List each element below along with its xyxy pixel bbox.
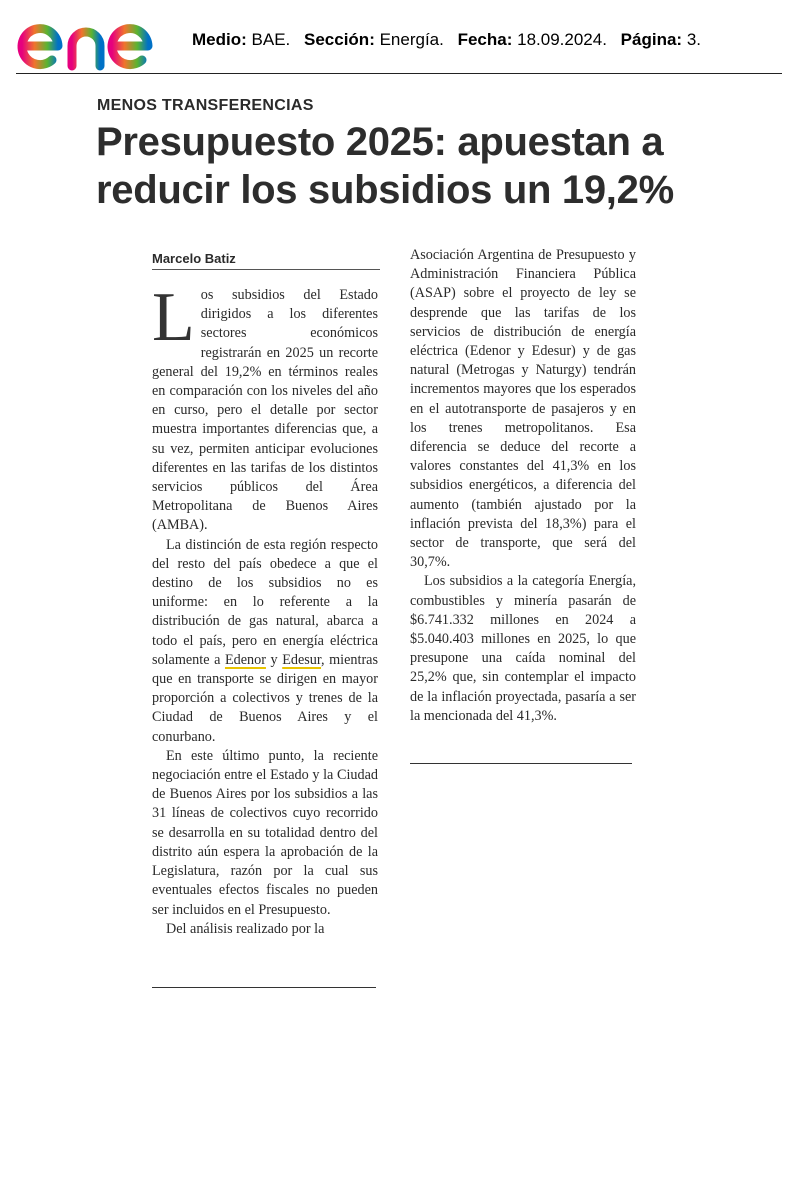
drop-cap: L — [152, 279, 195, 356]
header-divider — [16, 73, 782, 74]
article-column-left — [152, 279, 379, 939]
column-end-rule-left — [152, 987, 376, 988]
article-paragraph-2 — [152, 536, 378, 747]
paragraph-2-part-b: y — [270, 651, 278, 668]
pagina-label: Página: — [620, 30, 683, 49]
byline-divider — [152, 269, 380, 270]
paragraph-2-part-a: La distinción de esta región respecto del resto del país obedece a que el destino de los subsidios no es uniforme: en lo referente a la distribución de gas natural, abarca a todo el país, pero en energía eléctrica solamente a — [152, 536, 378, 668]
pagina-value: 3. — [686, 30, 701, 49]
medio-label: Medio: — [192, 30, 247, 49]
article-paragraph-6: Los subsidios a la categoría Energía, combustibles y minería pasarán de $6.741.332 millones en 2024 a $5.040.403 millones en 2025, lo que presupone una caída nominal del 25,2% que, sin contemplar el impacto de la inflación proyectada, pasaría a ser la mencionada del 41,3%. — [410, 573, 636, 724]
article-paragraph-4: Del análisis realizado por la — [166, 920, 325, 937]
seccion-label: Sección: — [304, 30, 375, 49]
article-paragraph-1 — [152, 279, 378, 536]
medio-value: BAE. — [251, 30, 291, 49]
highlight-edenor: Edenor — [224, 651, 266, 668]
fecha-label: Fecha: — [457, 30, 513, 49]
article-paragraph-3: En este último punto, la reciente negociación entre el Estado y la Ciudad de Buenos Aires por los subsidios a las 31 líneas de colectivos cuyo recorrido se desarrolla en su totalidad dentro del distrito aún espera la aprobación de la Legislatura, razón por la cual sus eventuales efectos fiscales no pueden ser incluidos en el Presupuesto. — [152, 747, 378, 918]
article-headline: Presupuesto 2025: apuestan a reducir los subsidios un 19,2% — [96, 120, 674, 212]
paragraph-1-text: os subsidios del Estado dirigidos a los diferentes sectores económicos registrarán en 2025 un recorte general del 19,2% en términos reales en comparación con los niveles del año en curso, pero el detalle por sector muestra importantes diferencias que, a su vez, permiten anticipar evoluciones diferentes en las tarifas de los distintos servicios públicos del Área Metropolitana de Buenos Aires (AMBA). — [152, 287, 378, 534]
article-byline: Marcelo Batiz — [152, 251, 236, 266]
fecha-value: 18.09.2024. — [517, 30, 607, 49]
article-kicker: MENOS TRANSFERENCIAS — [97, 97, 314, 114]
seccion-value: Energía. — [379, 30, 444, 49]
paragraph-2-part-c: , mientras que en transporte se dirigen en mayor proporción a colectivos y trenes de la Ciudad de Buenos Aires y el conurbano. — [152, 651, 379, 745]
article-paragraph-5: Asociación Argentina de Presupuesto y Administración Financiera Pública (ASAP) sobre el proyecto de ley se desprende que las tarifas de los servicios de distribución de energía eléctrica (Edenor y Edesur) y de gas natural (Metrogas y Naturgy) tendrán incrementos mayores que los esperados en el autotransporte de pasajeros y en los trenes metropolitanos. Esa diferencia se deduce del recorte a valores constantes del 41,3% en los subsidios energéticos, a diferencia del aumento (también ajustado por la inflación prevista del 18,3%) para el sector de transporte, que será del 30,7%. — [410, 247, 636, 571]
clipping-meta — [192, 30, 701, 50]
enel-logo — [16, 8, 178, 74]
article-column-right — [410, 246, 636, 726]
column-end-rule-right — [410, 763, 632, 764]
highlight-edesur: Edesur — [282, 651, 322, 668]
